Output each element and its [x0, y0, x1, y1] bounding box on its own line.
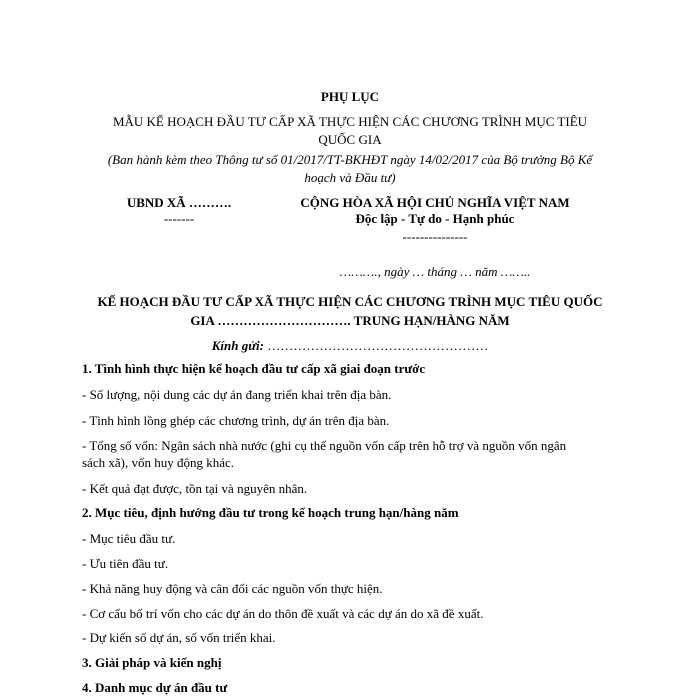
section-2-item: - Mục tiêu đầu tư.	[82, 531, 176, 546]
section-1-item: - Tổng số vốn: Ngân sách nhà nước (ghi cụ thể nguồn vốn cấp trên hỗ trợ và nguồn vốn ngân	[82, 438, 567, 453]
country-name: CỘNG HÒA XÃ HỘI CHỦ NGHĨA VIỆT NAM	[300, 195, 570, 210]
section-1-item: - Tình hình lồng ghép các chương trình, dự án trên địa bàn.	[82, 413, 390, 428]
section-2-item: - Ưu tiên đầu tư.	[82, 556, 169, 571]
section-4-heading: 4. Danh mục dự án đầu tư	[82, 680, 228, 695]
org-name: UBND XÃ ……….	[126, 195, 232, 210]
section-1-heading: 1. Tình hình thực hiện kế hoạch đầu tư cấp xã giai đoạn trước	[82, 361, 426, 376]
org-rule: -------	[163, 211, 195, 226]
recipient-label: Kính gửi:	[211, 338, 264, 353]
section-1-item: - Kết quả đạt được, tồn tại và nguyên nhân.	[82, 481, 308, 496]
appendix-heading: PHỤ LỤC	[320, 89, 380, 104]
template-title-line2: QUỐC GIA	[318, 132, 382, 147]
section-2-item: - Dự kiến số dự án, số vốn triển khai.	[82, 630, 276, 645]
section-1-item-continued: sách xã), vốn huy động khác.	[82, 455, 234, 470]
recipient-line	[60, 337, 640, 355]
plan-title-line2: GIA …………………………. TRUNG HẠN/HÀNG NĂM	[190, 313, 510, 328]
issued-note-line1: (Ban hành kèm theo Thông tư số 01/2017/TT-BKHĐT ngày 14/02/2017 của Bộ trưởng Bộ Kế	[107, 152, 593, 167]
motto-rule: ---------------	[402, 229, 468, 244]
national-motto: Độc lập - Tự do - Hạnh phúc	[355, 211, 515, 226]
section-1-item: - Số lượng, nội dung các dự án đang triển khai trên địa bàn.	[82, 387, 392, 402]
template-title-line1: MẪU KẾ HOẠCH ĐẦU TƯ CẤP XÃ THỰC HIỆN CÁC CHƯƠNG TRÌNH MỤC TIÊU	[112, 114, 588, 129]
section-3-heading: 3. Giải pháp và kiến nghị	[82, 655, 222, 670]
recipient-dots: ……………………………………………	[263, 338, 489, 353]
place-date-line: ………., ngày … tháng … năm ……..	[339, 264, 531, 279]
plan-title-line1: KẾ HOẠCH ĐẦU TƯ CẤP XÃ THỰC HIỆN CÁC CHƯƠNG TRÌNH MỤC TIÊU QUỐC	[97, 294, 603, 309]
section-2-heading: 2. Mục tiêu, định hướng đầu tư trong kế hoạch trung hạn/hàng năm	[82, 505, 459, 520]
section-2-item: - Khả năng huy động và cân đối các nguồn vốn thực hiện.	[82, 581, 383, 596]
section-2-item: - Cơ cấu bố trí vốn cho các dự án do thôn đề xuất và các dự án do xã đề xuất.	[82, 606, 484, 621]
issued-note-line2: hoạch và Đầu tư)	[304, 170, 396, 185]
